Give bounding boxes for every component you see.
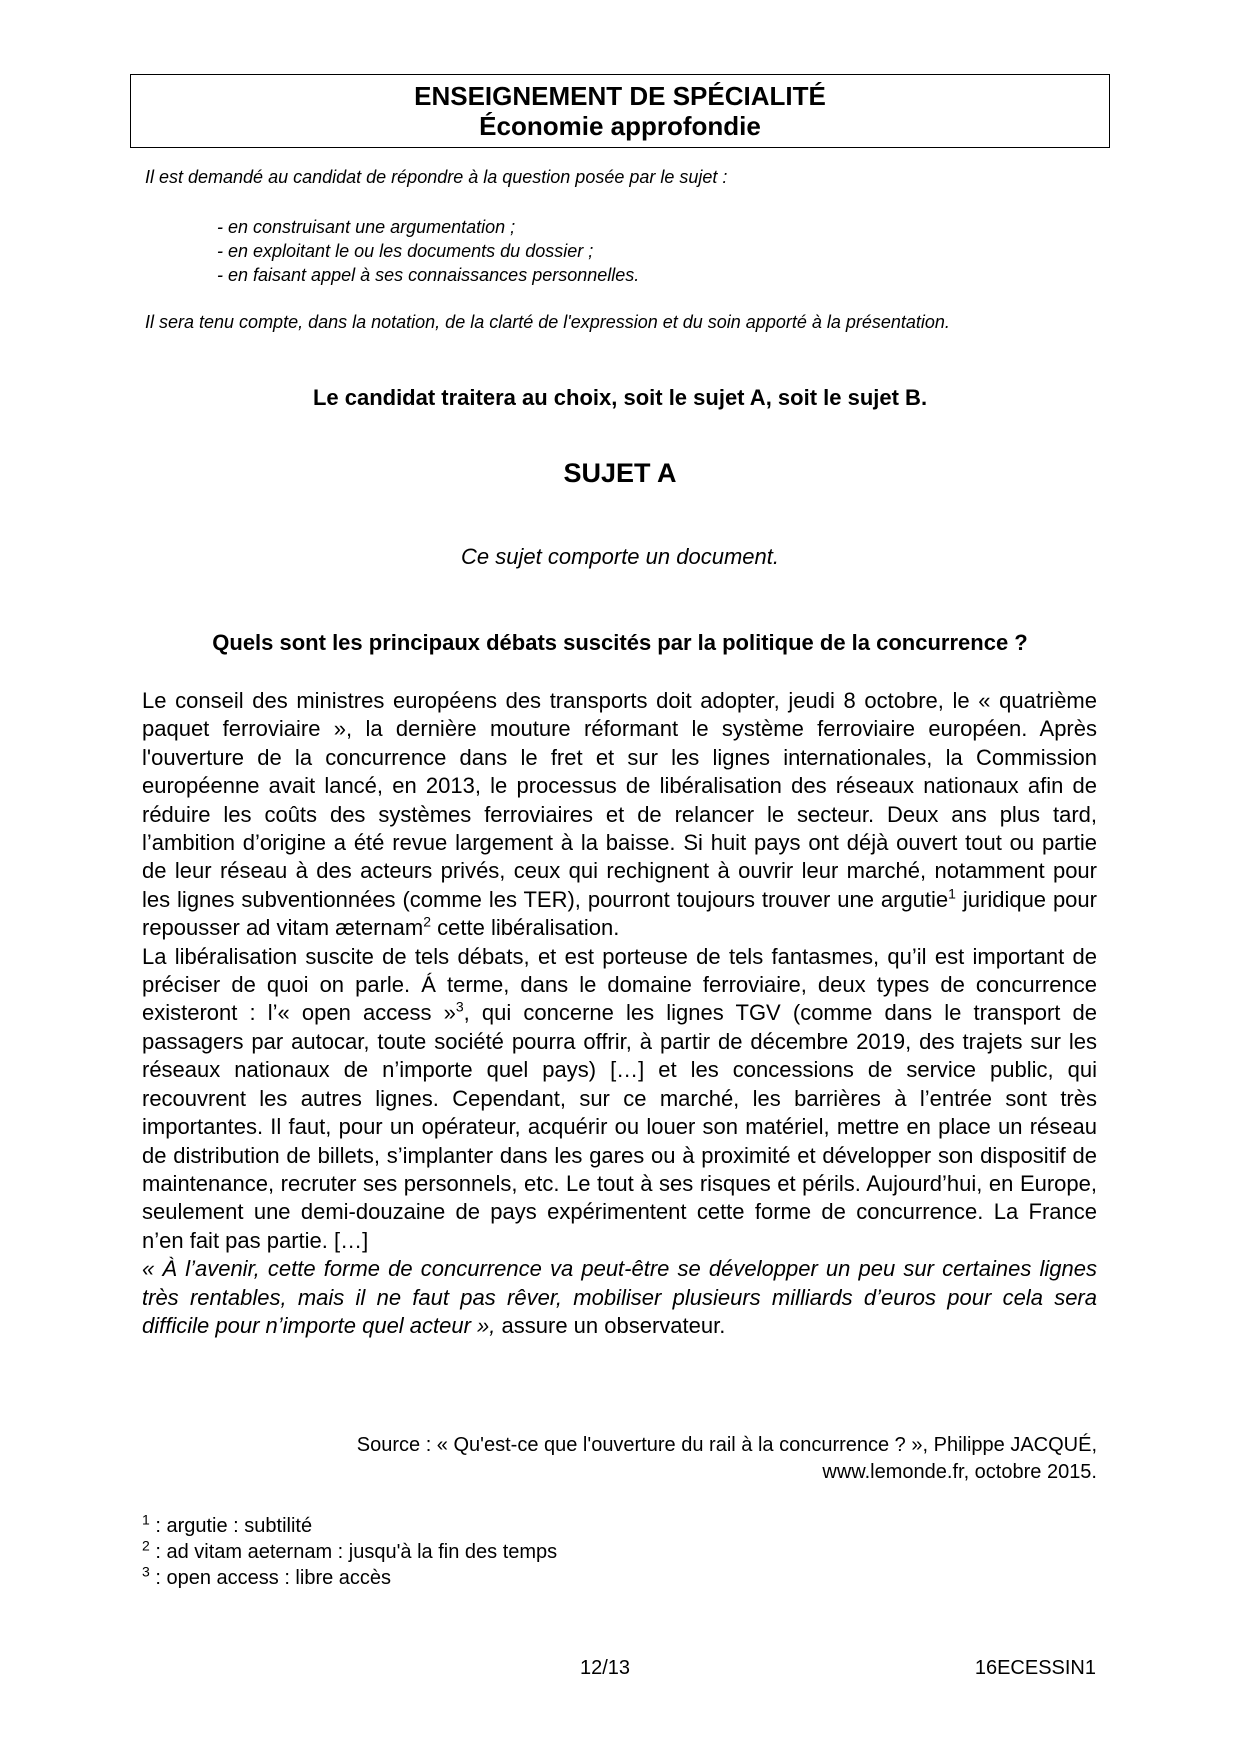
instructions-list [217, 215, 639, 287]
document-count-note: Ce sujet comporte un document. [461, 544, 779, 569]
quote: « À l’avenir, cette forme de concurrence va peut-être se développer un peu sur certaines lignes très rentables, mais il ne faut pas rêver, mobiliser plusieurs milliards d’euros pour cela sera difficile pour n’importe quel acteur », [142, 1256, 1097, 1338]
footnote-ref: 2 [423, 913, 432, 930]
footnote: $^3$ : open access : libre accès [142, 1563, 392, 1589]
list-item: - en faisant appel à ses connaissances personnelles. [217, 265, 640, 285]
instructions-note: Il sera tenu compte, dans la notation, de la clarté de l'expression et du soin apporté à la présentation. [145, 312, 950, 332]
footnote-ref: 1 [948, 885, 956, 902]
footnote: $^2$ : ad vitam aeternam : jusqu'à la fin des temps [142, 1537, 558, 1563]
list-item: - en exploitant le ou les documents du dossier ; [217, 241, 594, 261]
footnote-ref: 3 [455, 999, 464, 1016]
source-citation: Source : « Qu'est-ce que l'ouverture du rail à la concurrence ? », Philippe JACQUÉ, www.lemonde.fr, octobre 2015. [356, 1434, 1097, 1483]
question: Quels sont les principaux débats suscités par la politique de la concurrence ? [212, 630, 1028, 655]
paragraph: La libéralisation suscite de tels débats, et est porteuse de tels fantasmes, qu’il est important de préciser de quoi on parle. Á terme, dans le domaine ferroviaire, deux types de concurrence existeront : l’« open access »$^3$, qui concerne les lignes TGV (comme dans le transport de passagers par autocar, toute société pourra offrir, à partir de décembre 2019, des trajets sur les réseaux nationaux de n’importe quel pays) […] et les concessions de service public, qui recouvrent les autres lignes. Cependant, sur ce marché, les barrières à l’entrée sont très importantes. Il faut, pour un opérateur, acquérir ou louer son matériel, mettre en place un réseau de distribution de billets, s’implanter dans les gares ou à proximité et développer son dispositif de maintenance, recruter ses personnels, etc. Le tout à ses risques et périls. Aujourd’hui, en Europe, seulement une demi-douzaine de pays expérimentent cette forme de concurrence. La France n’en fait pas partie. […] [142, 943, 1097, 1253]
header-title: ENSEIGNEMENT DE SPÉCIALITÉ [414, 81, 826, 111]
page-number: 12/13 [580, 1657, 631, 1679]
footnotes [142, 1513, 557, 1591]
header-subtitle: Économie approfondie [479, 111, 761, 141]
sujet-title: SUJET A [563, 458, 677, 488]
list-item: - en construisant une argumentation ; [217, 217, 516, 237]
exam-code: 16ECESSIN1 [974, 1657, 1096, 1679]
instructions-intro: Il est demandé au candidat de répondre à la question posée par le sujet : [145, 167, 728, 187]
choice-statement: Le candidat traitera au choix, soit le sujet A, soit le sujet B. [312, 385, 928, 410]
document-text [142, 687, 1097, 1340]
header-box [130, 74, 1110, 148]
footnote: $^1$ : argutie : subtilité [142, 1511, 313, 1537]
paragraph: « À l’avenir, cette forme de concurrence va peut-être se développer un peu sur certaines lignes très rentables, mais il ne faut pas rêver, mobiliser plusieurs milliards d’euros pour cela sera difficile pour n’importe quel acteur », assure un observateur. [142, 1256, 1097, 1338]
paragraph: Le conseil des ministres européens des transports doit adopter, jeudi 8 octobre, le « quatrième paquet ferroviaire », la dernière mouture réformant le système ferroviaire européen. Après l'ouverture de la concurrence dans le fret et sur les lignes internationales, la Commission européenne avait lancé, en 2013, le processus de libéralisation des réseaux nationaux afin de réduire les coûts des systèmes ferroviaires et de relancer le secteur. Deux ans plus tard, l’ambition d’origine a été revue largement à la baisse. Si huit pays ont déjà ouvert tout ou partie de leur réseau à des acteurs privés, ceux qui rechignent à ouvrir leur marché, notamment pour les lignes subventionnées (comme les TER), pourront toujours trouver une argutie$^1$ juridique pour repousser ad vitam æternam$^2$ cette libéralisation. [142, 688, 1097, 941]
